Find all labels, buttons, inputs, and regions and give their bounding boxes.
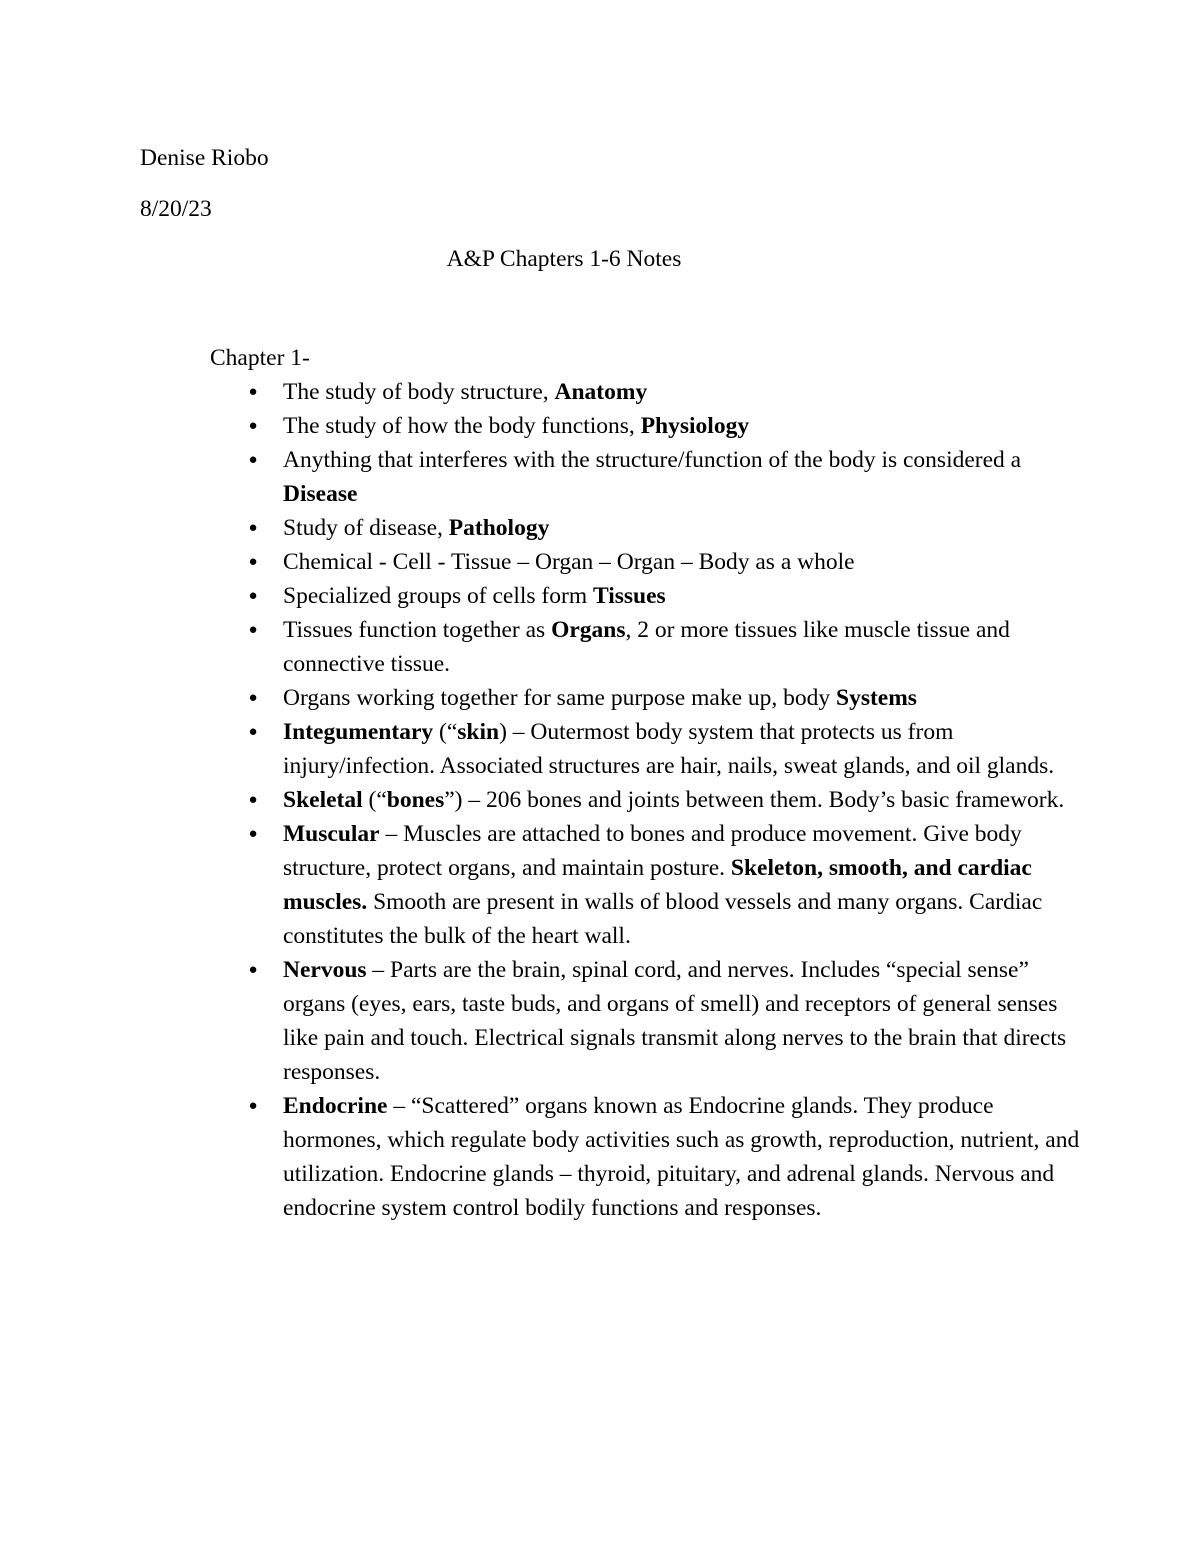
note-term: Skeletal	[283, 787, 363, 813]
note-item	[0, 511, 1083, 545]
bullet-icon: ●	[248, 588, 258, 604]
note-text: , 2 or more tissues like muscle tissue and connective tissue.	[283, 617, 1010, 677]
bullet-icon: ●	[248, 792, 258, 808]
bullet-icon: ●	[248, 724, 258, 740]
bullet-icon: ●	[248, 384, 258, 400]
bullet-icon: ●	[248, 554, 258, 570]
note-term: Nervous	[283, 957, 367, 983]
note-term: Physiology	[640, 413, 750, 439]
note-term: Systems	[836, 685, 917, 711]
note-term: Tissues	[592, 583, 666, 609]
note-term: Anatomy	[554, 379, 648, 405]
note-term: skin	[457, 719, 500, 745]
note-term: Pathology	[448, 515, 550, 541]
note-item	[0, 613, 1083, 681]
bullet-icon: ●	[248, 520, 258, 536]
note-text: (“	[362, 787, 387, 813]
note-item	[0, 579, 1083, 613]
bullet-icon: ●	[248, 418, 258, 434]
note-text: Chemical - Cell - Tissue – Organ – Organ – Body as a whole	[283, 549, 855, 575]
bullet-icon: ●	[248, 622, 258, 638]
note-text: Smooth are present in walls of blood vessels and many organs. Cardiac constitutes the bulk of the heart wall.	[283, 889, 1043, 949]
document-title: A&P Chapters 1-6 Notes	[446, 246, 682, 272]
note-text: The study of body structure,	[283, 379, 555, 405]
note-text: – Muscles are attached to bones and produce movement. Give body structure, protect organs, and maintain posture.	[283, 821, 1022, 881]
note-text: ”) – 206 bones and joints between them. Body’s basic framework.	[444, 787, 1065, 813]
note-text: Organs working together for same purpose make up, body	[283, 685, 836, 711]
note-term: Integumentary	[283, 719, 434, 745]
note-term: Skeleton, smooth, and cardiac muscles.	[283, 855, 1032, 915]
note-text: (“	[433, 719, 458, 745]
note-item	[0, 681, 1083, 715]
note-text: – Parts are the brain, spinal cord, and nerves. Includes “special sense” organs (eyes, ears, taste buds, and organs of smell) and receptors of general senses like pain and touch. Electrical signals transmit along nerves to the brain that directs responses.	[283, 957, 1067, 1085]
document-date: 8/20/23	[140, 196, 212, 222]
note-item	[0, 817, 1083, 953]
chapter-heading: Chapter 1-	[210, 345, 310, 371]
bullet-icon: ●	[248, 1098, 258, 1114]
notes-list	[0, 375, 1100, 1225]
note-term: bones	[386, 787, 445, 813]
note-text: Tissues function together as	[283, 617, 552, 643]
note-text: Study of disease,	[283, 515, 449, 541]
note-text: Anything that interferes with the structure/function of the body is considered a	[283, 447, 1022, 473]
note-text: ) – Outermost body system that protects us from injury/infection. Associated structures are hair, nails, sweat glands, and oil glands.	[283, 719, 1055, 779]
note-text: – “Scattered” organs known as Endocrine glands. They produce hormones, which regulate body activities such as growth, reproduction, nutrient, and utilization. Endocrine glands – thyroid, pituitary, and adrenal glands. Nervous and endocrine system control bodily functions and responses.	[283, 1093, 1080, 1221]
bullet-icon: ●	[248, 690, 258, 706]
note-item	[0, 375, 1083, 409]
bullet-icon: ●	[248, 452, 258, 468]
bullet-icon: ●	[248, 962, 258, 978]
note-item	[0, 1089, 1083, 1225]
note-term: Organs	[551, 617, 626, 643]
note-item	[0, 409, 1083, 443]
note-term: Endocrine	[283, 1093, 388, 1119]
note-item	[0, 783, 1083, 817]
note-term: Muscular	[283, 821, 380, 847]
author-name: Denise Riobo	[140, 145, 269, 171]
note-item	[0, 715, 1083, 783]
note-item	[0, 443, 1083, 511]
note-item	[0, 545, 1083, 579]
note-term: Disease	[283, 481, 358, 507]
note-text: Specialized groups of cells form	[283, 583, 593, 609]
note-text: The study of how the body functions,	[283, 413, 641, 439]
note-item	[0, 953, 1083, 1089]
bullet-icon: ●	[248, 826, 258, 842]
